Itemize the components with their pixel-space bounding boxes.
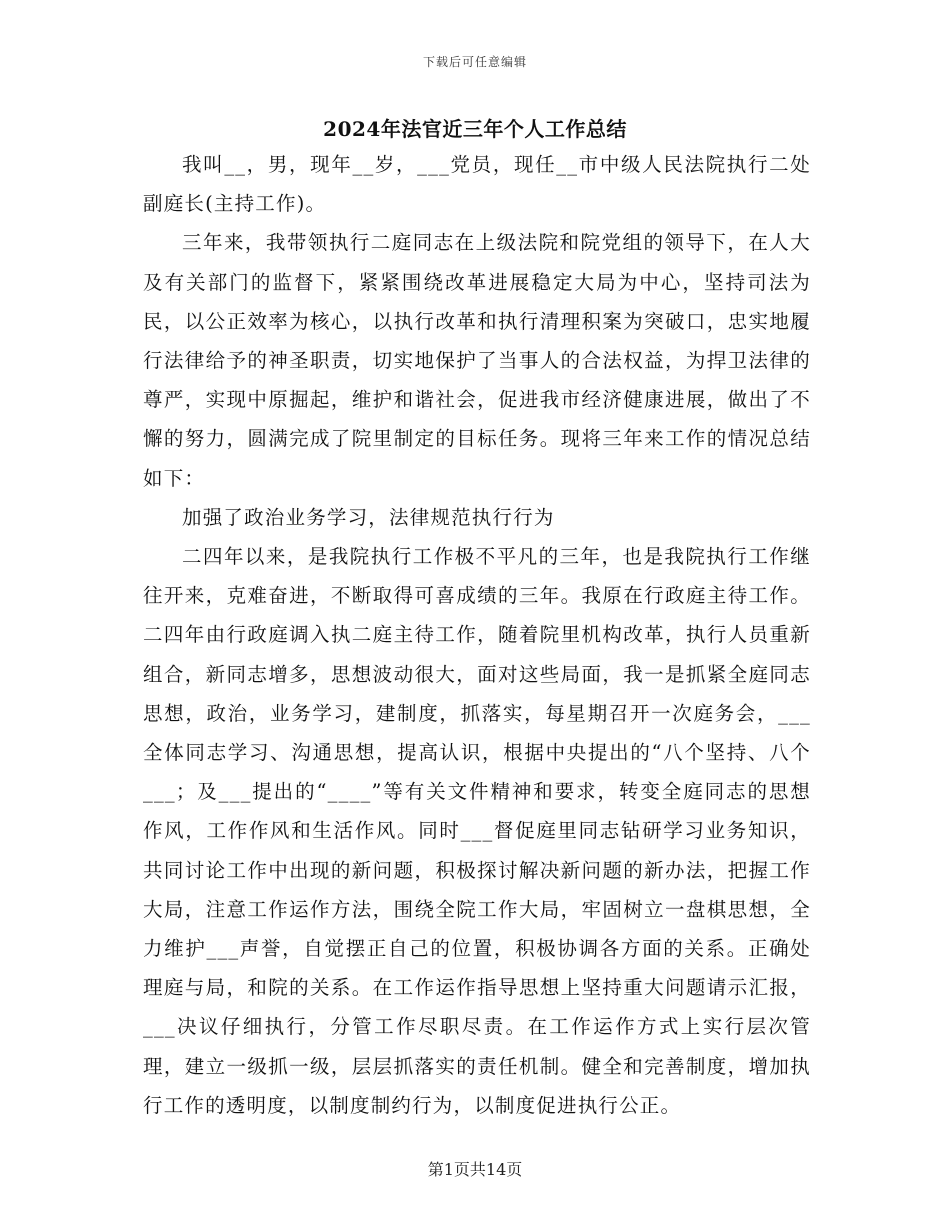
section-heading: 加强了政治业务学习，法律规范执行行为 xyxy=(182,505,555,529)
paragraph-intro: 我叫__，男，现年__岁，___党员，现任__市中级人民法院执行二处副庭长(主持工作)。 xyxy=(143,153,811,216)
document-body xyxy=(143,145,811,1125)
document-title: 2024年法官近三年个人工作总结 xyxy=(323,117,627,141)
paragraph-overview: 三年来，我带领执行二庭同志在上级法院和院党组的领导下，在人大及有关部门的监督下，紧紧围绕改革进展稳定大局为中心，坚持司法为民，以公正效率为核心，以执行改革和执行清理积案为突破口，忠实地履行法律给予的神圣职责，切实地保护了当事人的合法权益，为捍卫法律的尊严，实现中原掘起，维护和谐社会，促进我市经济健康进展，做出了不懈的努力，圆满完成了院里制定的目标任务。现将三年来工作的情况总结如下： xyxy=(143,231,811,490)
header-note: 下载后可任意编辑 xyxy=(422,55,527,69)
page-number: 第1页共14页 xyxy=(427,1160,523,1179)
paragraph-study: 二四年以来，是我院执行工作极不平凡的三年，也是我院执行工作继往开来，克难奋进，不断取得可喜成绩的三年。我原在行政庭主待工作。二四年由行政庭调入执二庭主待工作，随着院里机构改革，执行人员重新组合，新同志增多，思想波动很大，面对这些局面，我一是抓紧全庭同志思想，政治，业务学习，建制度，抓落实，每星期召开一次庭务会，___全体同志学习、沟通思想，提高认识，根据中央提出的“八个坚持、八个___；及___提出的“____”等有关文件精神和要求，转变全庭同志的思想作风，工作作风和生活作风。同时___督促庭里同志钻研学习业务知识，共同讨论工作中出现的新问题，积极探讨解决新问题的新办法，把握工作大局，注意工作运作方法，围绕全院工作大局，牢固树立一盘棋思想，全力维护___声誉，自觉摆正自己的位置，积极协调各方面的关系。正确处理庭与局，和院的关系。在工作运作指导思想上坚持重大问题请示汇报，___决议仔细执行，分管工作尽职尽责。在工作运作方式上实行层次管理，建立一级抓一级，层层抓落实的责任机制。健全和完善制度，增加执行工作的透明度，以制度制约行为，以制度促进执行公正。 xyxy=(143,545,811,1117)
